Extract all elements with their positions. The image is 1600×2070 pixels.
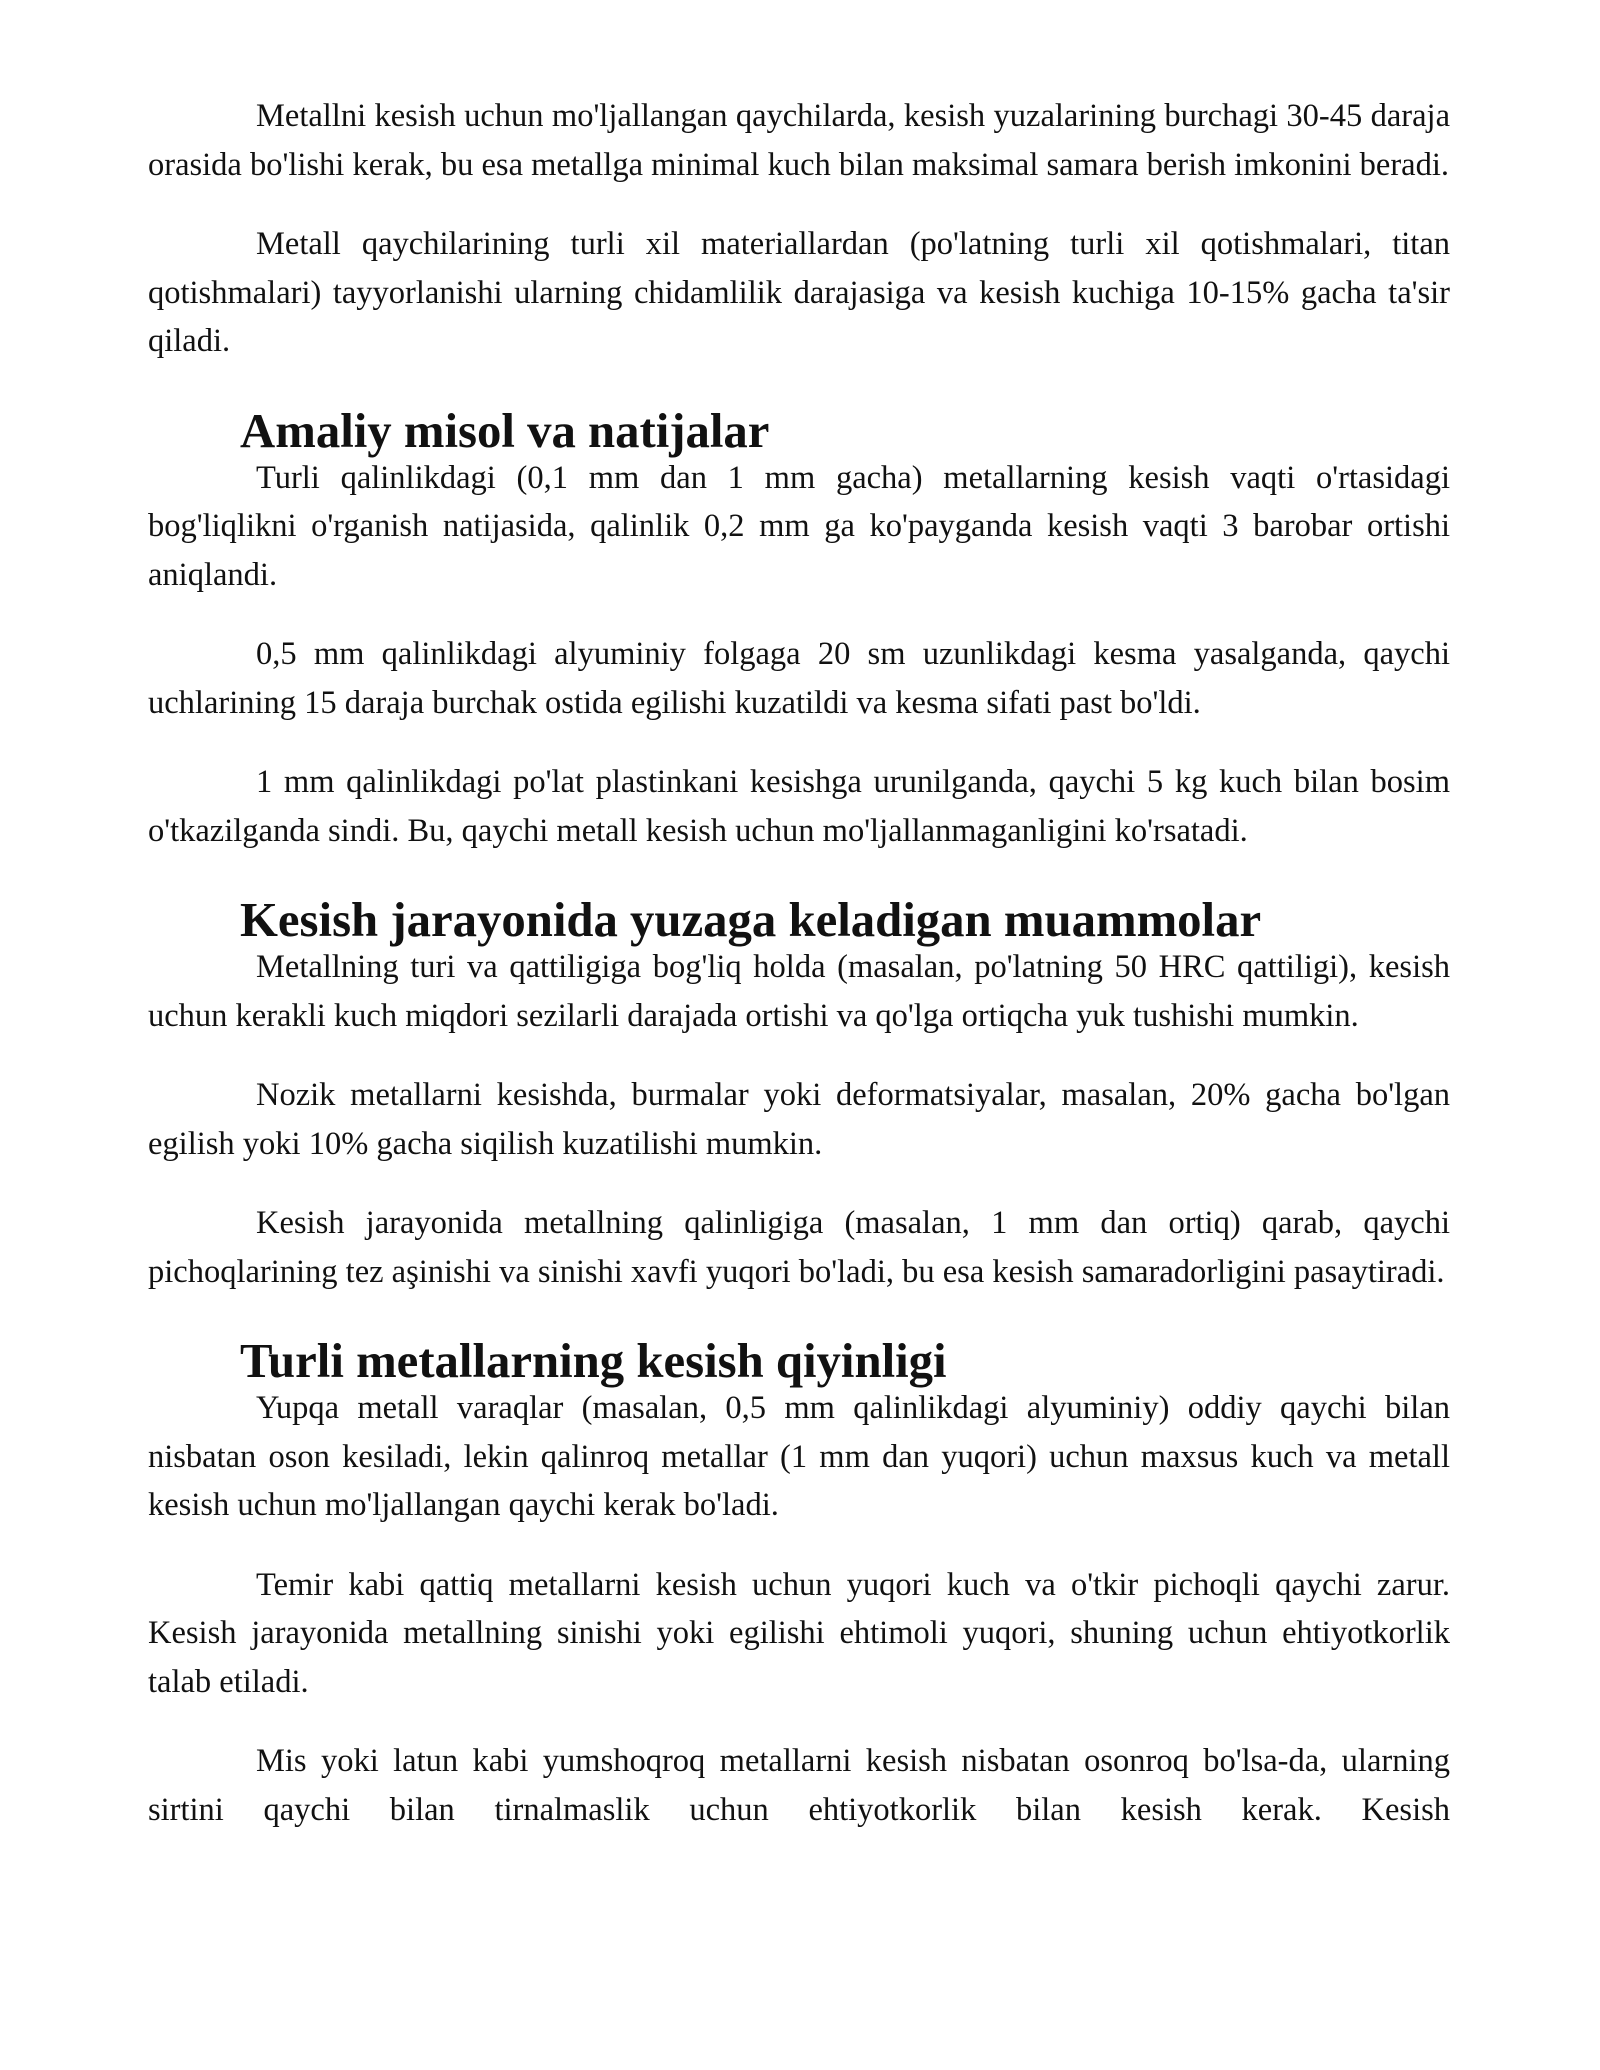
section-kesish-muammolar: [148, 893, 1450, 1296]
paragraph: Temir kabi qattiq metallarni kesish uchun yuqori kuch va o'tkir pichoqli qaychi zarur. Kesish jarayonida metallning sinishi yoki egilishi ehtimoli yuqori, shuning uchun ehtiyotkorlik talab etiladi.: [148, 1566, 1450, 1700]
paragraph: 0,5 mm qalinlikdagi alyuminiy folgaga 20 sm uzunlikdagi kesma yasalganda, qaychi uchlarining 15 daraja burchak ostida egilishi kuzatildi va kesma sifati past bo'ldi.: [148, 636, 1450, 721]
section-heading: Turli metallarning kesish qiyinligi: [240, 1334, 947, 1388]
paragraph: Kesish jarayonida metallning qalinligiga (masalan, 1 mm dan ortiq) qarab, qaychi pichoqlarining tez aşinishi va sinishi xavfi yuqori bo'ladi, bu esa kesish samaradorligini pasaytiradi.: [148, 1205, 1450, 1290]
section-heading: Kesish jarayonida yuzaga keladigan muammolar: [240, 893, 1262, 947]
paragraph-intro-1: Metallni kesish uchun mo'ljallangan qaychilarda, kesish yuzalarining burchagi 30-45 daraja orasida bo'lishi kerak, bu esa metallga minimal kuch bilan maksimal samara berish imkonini beradi.: [148, 98, 1450, 183]
paragraph: Yupqa metall varaqlar (masalan, 0,5 mm qalinlikdagi alyuminiy) oddiy qaychi bilan nisbatan oson kesiladi, lekin qalinroq metallar (1 mm dan yuqori) uchun maxsus kuch va metall kesish uchun mo'ljallangan qaychi kerak bo'ladi.: [148, 1390, 1450, 1523]
paragraph: Nozik metallarni kesishda, burmalar yoki deformatsiyalar, masalan, 20% gacha bo'lgan egilish yoki 10% gacha siqilish kuzatilishi mumkin.: [148, 1077, 1450, 1162]
paragraph: 1 mm qalinlikdagi po'lat plastinkani kesishga urunilganda, qaychi 5 kg kuch bilan bosim o'tkazilganda sindi. Bu, qaychi metall kesish uchun mo'ljallanmaganligini ko'rsatadi.: [148, 764, 1450, 849]
paragraph: Turli qalinlikdagi (0,1 mm dan 1 mm gacha) metallarning kesish vaqti o'rtasidagi bog'liqlikni o'rganish natijasida, qalinlik 0,2 mm ga ko'payganda kesish vaqti 3 barobar ortishi aniqlandi.: [148, 459, 1450, 593]
paragraph-last: Mis yoki latun kabi yumshoqroq metallarni kesish nisbatan osonroq bo'lsa-da, ularning sirtini qaychi bilan tirnalmaslik uchun ehtiyotkorlik bilan kesish kerak. Kesish: [148, 1743, 1450, 1828]
document-page: [148, 92, 1450, 1834]
section-kesish-qiyinligi: [148, 1334, 1450, 1834]
paragraph-intro-2: Metall qaychilarining turli xil materiallardan (po'latning turli xil qotishmalari, titan qotishmalari) tayyorlanishi ularning chidamlilik darajasiga va kesish kuchiga 10-15% gacha ta'sir qiladi.: [148, 226, 1450, 359]
paragraph: Metallning turi va qattiligiga bog'liq holda (masalan, po'latning 50 HRC qattiligi), kesish uchun kerakli kuch miqdori sezilarli darajada ortishi va qo'lga ortiqcha yuk tushishi mumkin.: [148, 949, 1450, 1034]
section-heading: Amaliy misol va natijalar: [240, 403, 770, 458]
section-amaliy-misol: [148, 403, 1450, 856]
